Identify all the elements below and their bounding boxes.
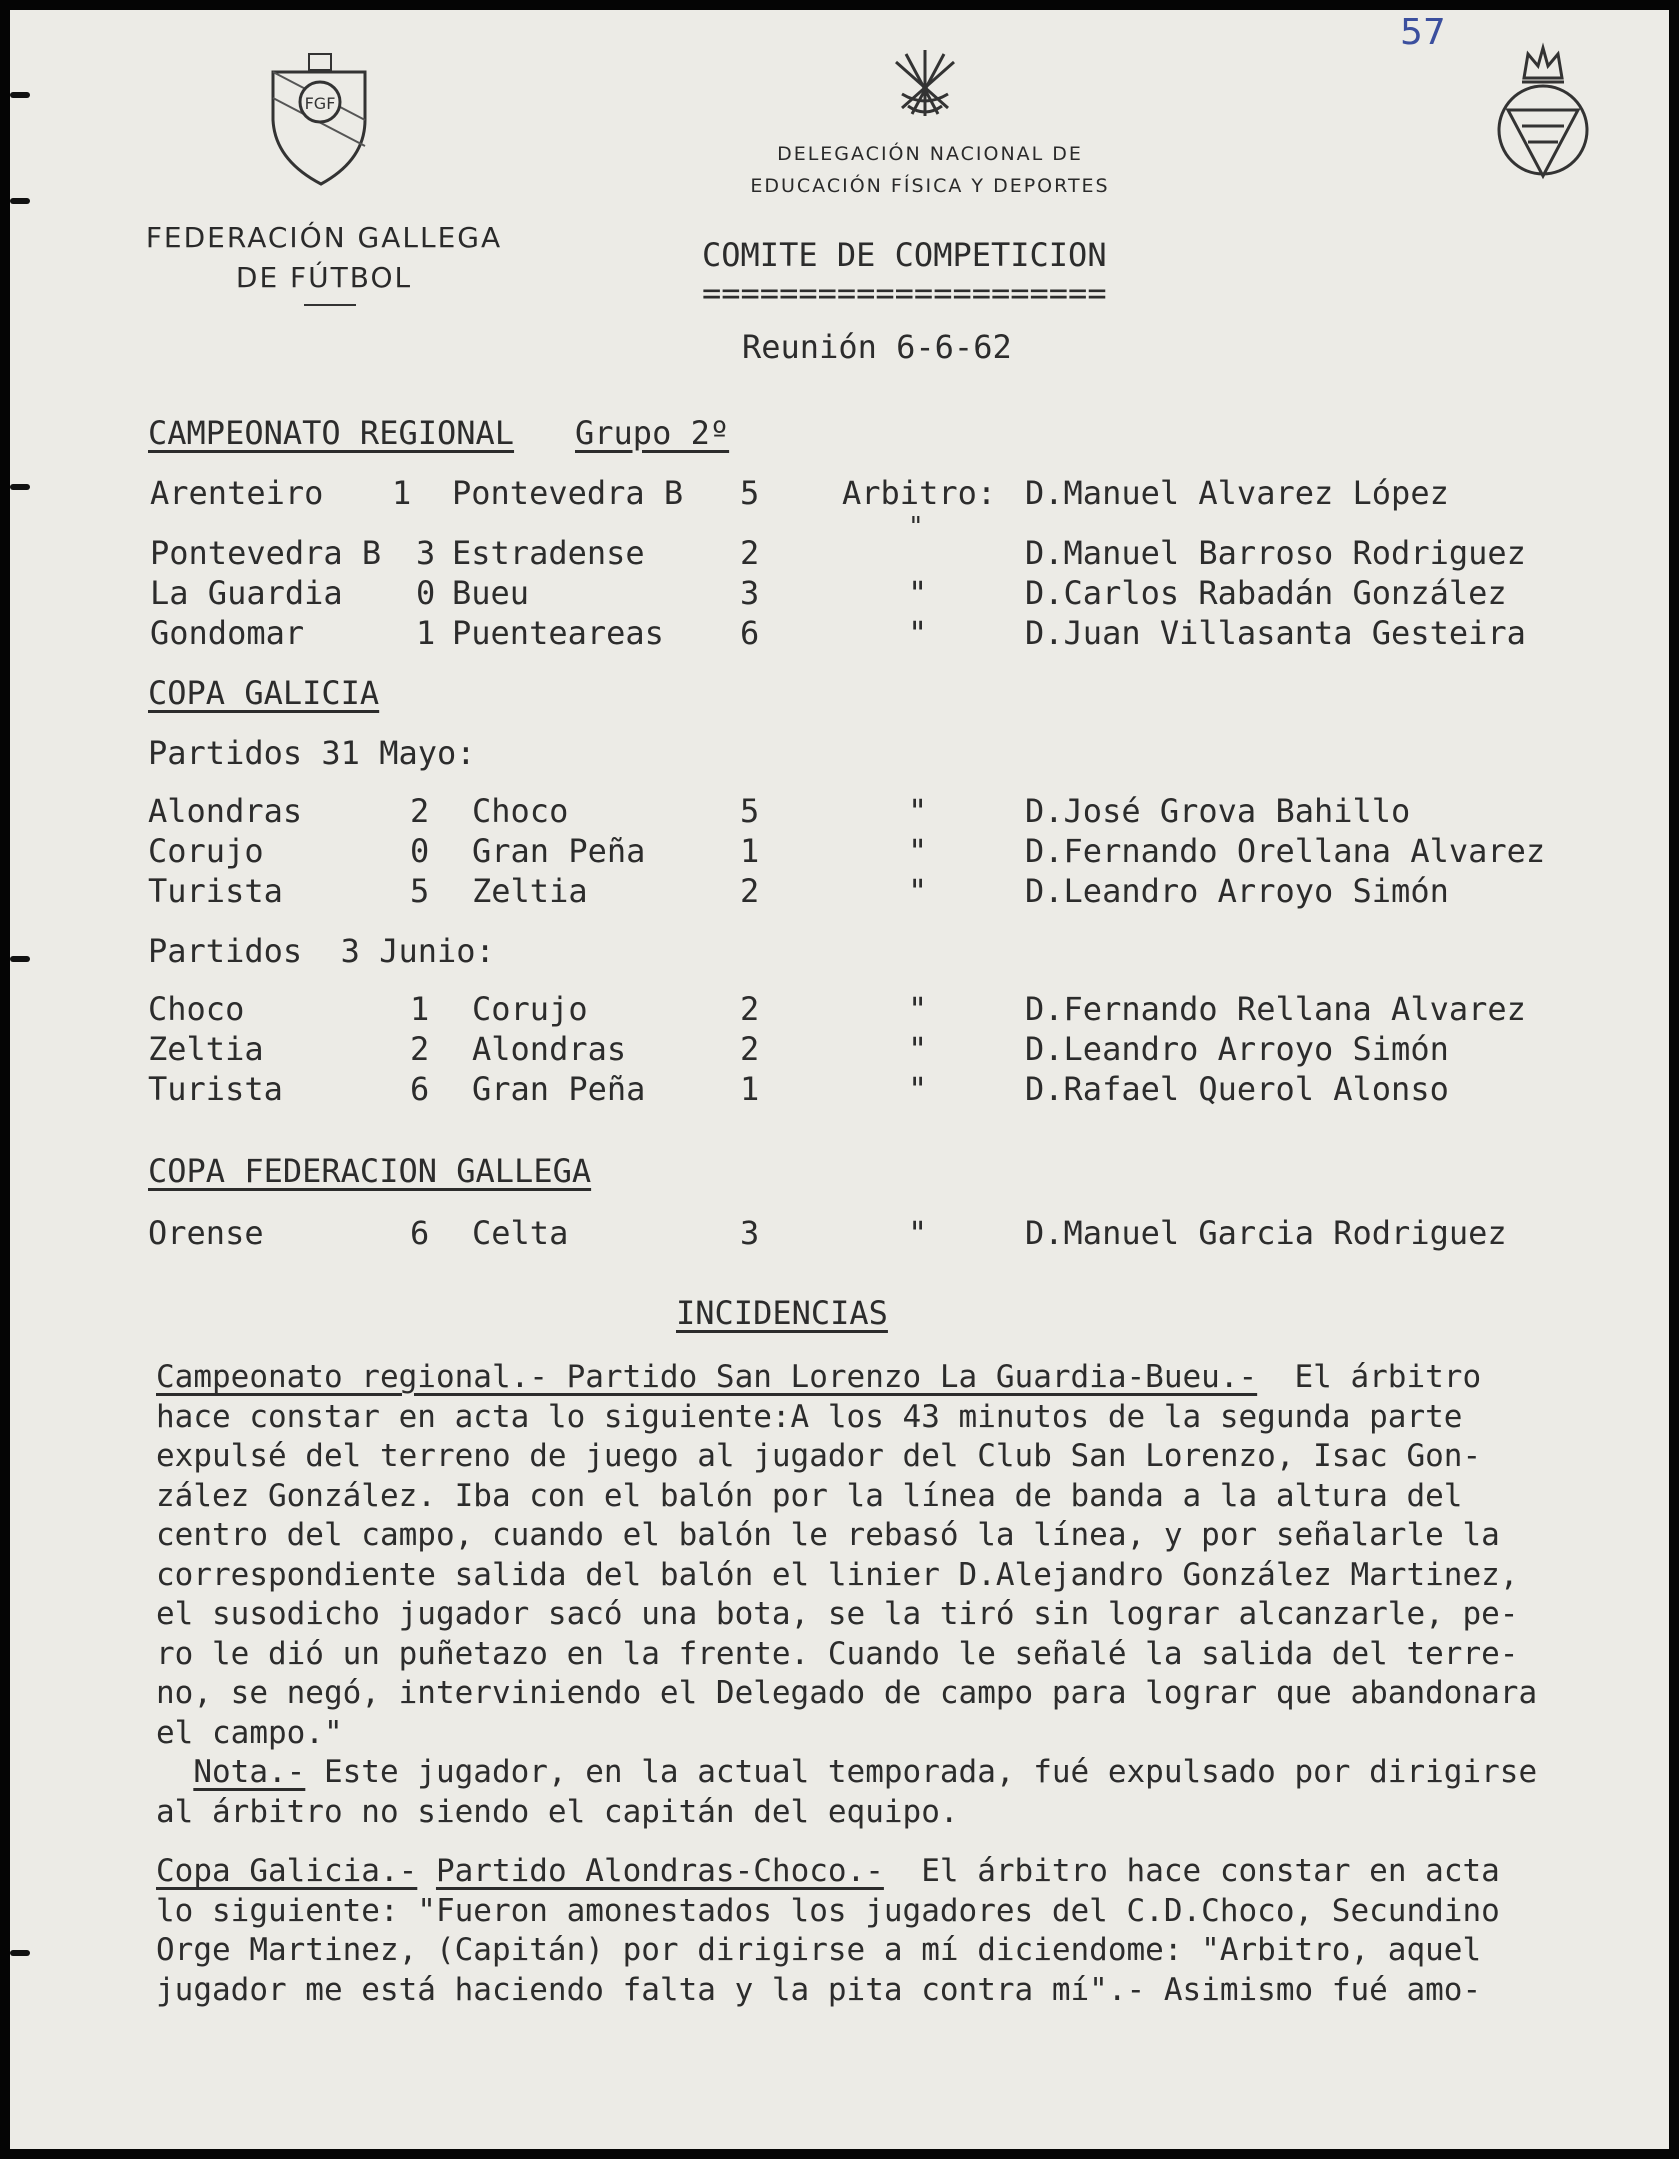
nota-text: Este jugador, en la actual temporada, fué expulsado por dirigirse (305, 1754, 1538, 1790)
federation-line-2: DE FÚTBOL (235, 261, 413, 294)
referee-name: D.José Grova Bahillo (1025, 792, 1411, 830)
delegation-name (710, 138, 1150, 202)
away-score: 3 (740, 1214, 760, 1252)
incident-paragraph-2 (156, 1852, 1676, 2010)
incident-lead: El árbitro (1257, 1359, 1482, 1395)
regional-section-title: CAMPEONATO REGIONAL (148, 414, 515, 452)
referee-name: D.Leandro Arroyo Simón (1025, 872, 1449, 910)
home-score: 3 (416, 534, 436, 572)
text-line: centro del campo, cuando el balón le rebasó la línea, y por señalarle la (156, 1517, 1500, 1553)
text-line: no, se negó, interviniendo el Delegado de campo para lograr que abandonara (156, 1675, 1538, 1711)
away-score: 5 (740, 792, 760, 830)
ditto-mark: " (908, 512, 924, 542)
crowned-emblem-icon (1488, 38, 1598, 188)
referee-name: D.Fernando Rellana Alvarez (1025, 990, 1526, 1028)
federation-shield-icon (265, 50, 375, 190)
home-score: 0 (410, 832, 430, 870)
away-team: Pontevedra B (452, 474, 684, 512)
home-score: 0 (416, 574, 436, 612)
ditto-mark: " (908, 832, 928, 870)
matchday-label: Partidos 3 Junio: (148, 932, 495, 970)
ditto-mark: " (908, 872, 928, 910)
referee-name: D.Rafael Querol Alonso (1025, 1070, 1449, 1108)
away-score: 1 (740, 1070, 760, 1108)
home-team: Pontevedra B (150, 534, 382, 572)
margin-mark (10, 198, 30, 204)
home-team: Zeltia (148, 1030, 264, 1068)
ditto-mark: " (908, 792, 928, 830)
home-team: Corujo (148, 832, 264, 870)
home-score: 5 (410, 872, 430, 910)
text-line: hace constar en acta lo siguiente:A los 43 minutos de la segunda parte (156, 1398, 1463, 1435)
home-score: 2 (410, 792, 430, 830)
handwritten-page-number: 57 (1400, 12, 1446, 53)
meeting-date: Reunión 6-6-62 (742, 328, 1012, 366)
home-score: 1 (416, 614, 436, 652)
text-line: lo siguiente: "Fueron amonestados los jugadores del C.D.Choco, Secundino (156, 1892, 1500, 1929)
home-team: Alondras (148, 792, 303, 830)
home-team: Gondomar (150, 614, 305, 652)
referee-name: D.Carlos Rabadán González (1025, 574, 1507, 612)
delegation-line-2: EDUCACIÓN FÍSICA Y DEPORTES (750, 175, 1110, 197)
away-score: 2 (740, 1030, 760, 1068)
margin-mark (10, 1950, 30, 1956)
incident-subheading: Partido Alondras-Choco.- (435, 1853, 884, 1889)
away-score: 5 (740, 474, 760, 512)
text-line: al árbitro no siendo el capitán del equipo. (156, 1793, 959, 1830)
referee-name: D.Manuel Barroso Rodriguez (1025, 534, 1526, 572)
away-score: 2 (740, 990, 760, 1028)
incident-paragraph-1 (156, 1358, 1676, 1832)
federation-name (124, 218, 524, 298)
home-team: Arenteiro (150, 474, 324, 512)
text-line: ro le dió un puñetazo en la frente. Cuando le señalé la salida del terre- (156, 1635, 1519, 1672)
incidencias-title: INCIDENCIAS (676, 1294, 888, 1332)
home-team: Orense (148, 1214, 264, 1252)
svg-text:FGF: FGF (304, 94, 336, 113)
ditto-mark: " (908, 1030, 928, 1068)
away-team: Puenteareas (452, 614, 664, 652)
away-score: 3 (740, 574, 760, 612)
home-score: 2 (410, 1030, 430, 1068)
referee-name: D.Fernando Orellana Alvarez (1025, 832, 1546, 870)
committee-title-rule: ===================== (702, 274, 1107, 312)
ditto-mark: " (908, 1214, 928, 1252)
copa-galicia-title: COPA GALICIA (148, 674, 380, 712)
copa-federacion-title: COPA FEDERACION GALLEGA (148, 1152, 592, 1190)
away-score: 2 (740, 872, 760, 910)
away-score: 2 (740, 534, 760, 572)
margin-mark (10, 484, 30, 490)
ditto-mark: " (908, 614, 928, 652)
referee-name: D.Manuel Alvarez López (1025, 474, 1449, 512)
incident-heading: Campeonato regional.- Partido San Lorenzo La Guardia-Bueu.- (156, 1359, 1258, 1395)
referee-label: Arbitro: (842, 474, 997, 512)
text-line: correspondiente salida del balón el linier D.Alejandro González Martinez, (156, 1556, 1519, 1593)
referee-name: D.Manuel Garcia Rodriguez (1025, 1214, 1507, 1252)
away-team: Celta (472, 1214, 569, 1252)
margin-mark (10, 92, 30, 98)
away-team: Gran Peña (472, 1070, 646, 1108)
text-line: Orge Martinez, (Capitán) por dirigirse a mí diciendome: "Arbitro, aquel (156, 1932, 1482, 1968)
margin-mark (10, 956, 30, 962)
home-team: Turista (148, 1070, 283, 1108)
incident-heading: Copa Galicia.- (156, 1853, 418, 1889)
away-team: Corujo (472, 990, 588, 1028)
away-team: Choco (472, 792, 569, 830)
away-score: 1 (740, 832, 760, 870)
home-score: 6 (410, 1214, 430, 1252)
federation-divider (304, 304, 356, 306)
away-team: Bueu (452, 574, 530, 612)
ditto-mark: " (908, 990, 928, 1028)
away-team: Zeltia (472, 872, 588, 910)
referee-name: D.Juan Villasanta Gesteira (1025, 614, 1526, 652)
nota-label: Nota.- (193, 1754, 306, 1790)
text-line: zález González. Iba con el balón por la línea de banda a la altura del (156, 1477, 1463, 1514)
home-team: Turista (148, 872, 283, 910)
text-line: expulsé del terreno de juego al jugador del Club San Lorenzo, Isac Gon- (156, 1438, 1482, 1474)
committee-title: COMITE DE COMPETICION (702, 236, 1107, 274)
home-score: 6 (410, 1070, 430, 1108)
matchday-label: Partidos 31 Mayo: (148, 734, 476, 772)
federation-line-1: FEDERACIÓN GALLEGA (145, 221, 503, 254)
text-line: jugador me está haciendo falta y la pita contra mí".- Asimismo fué amo- (156, 1971, 1482, 2008)
regional-group-label: Grupo 2º (575, 414, 730, 452)
incident-lead: El árbitro hace constar en acta (883, 1853, 1500, 1889)
away-team: Estradense (452, 534, 645, 572)
home-score: 1 (392, 474, 412, 512)
ditto-mark: " (908, 574, 928, 612)
home-score: 1 (410, 990, 430, 1028)
home-team: Choco (148, 990, 245, 1028)
away-score: 6 (740, 614, 760, 652)
away-team: Alondras (472, 1030, 627, 1068)
text-line: el campo." (156, 1714, 343, 1751)
document-page (10, 10, 1669, 2149)
referee-name: D.Leandro Arroyo Simón (1025, 1030, 1449, 1068)
yoke-arrows-emblem-icon (890, 46, 960, 126)
delegation-line-1: DELEGACIÓN NACIONAL DE (777, 143, 1083, 165)
home-team: La Guardia (150, 574, 343, 612)
away-team: Gran Peña (472, 832, 646, 870)
text-line: el susodicho jugador sacó una bota, se la tiró sin lograr alcanzarle, pe- (156, 1596, 1519, 1632)
ditto-mark: " (908, 1070, 928, 1108)
